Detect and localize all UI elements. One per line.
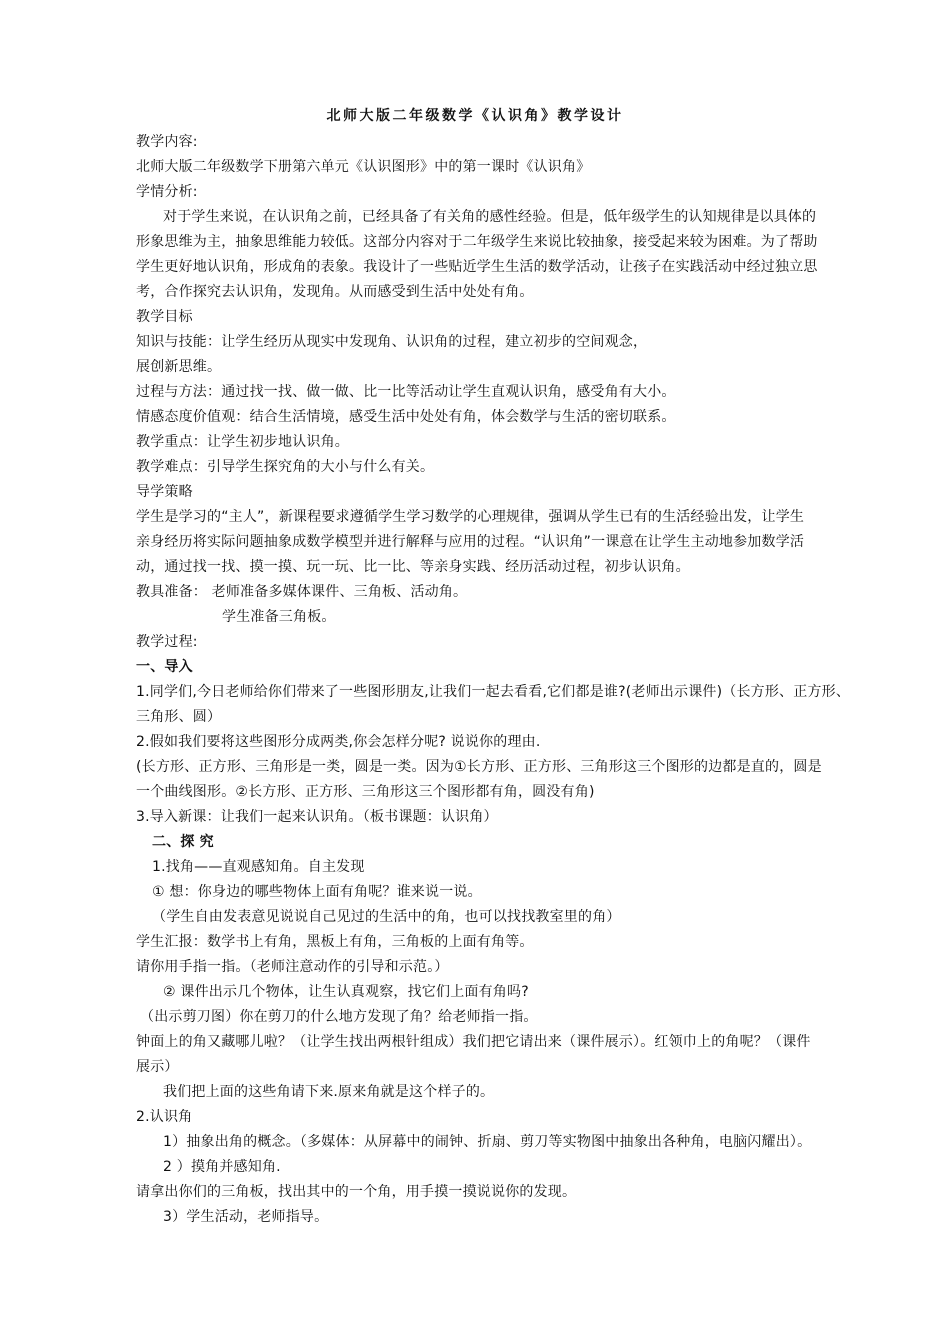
paragraph-line: 钟面上的角又藏哪儿啦？（让学生找出两根针组成）我们把它请出来（课件展示）。红领巾上的角呢？（课件 <box>136 1034 811 1050</box>
section-heading-intro: 一、导入 <box>136 659 193 675</box>
paragraph-line: ① 想：你身边的哪些物体上面有角呢？谁来说一说。 <box>152 884 482 900</box>
section-heading-explore: 二、探 究 <box>152 834 214 850</box>
paragraph-line: 展创新思维。 <box>136 359 222 375</box>
document-title: 北师大版二年级数学《认识角》教学设计 <box>326 108 624 124</box>
paragraph-line: 2.假如我们要将这些图形分成两类,你会怎样分呢? 说说你的理由. <box>136 734 541 750</box>
paragraph-line: 我们把上面的这些角请下来.原来角就是这个样子的。 <box>163 1084 495 1100</box>
paragraph-line: 3）学生活动，老师指导。 <box>163 1209 329 1225</box>
paragraph-line: 1.同学们,今日老师给你们带来了一些图形朋友,让我们一起去看看,它们都是谁?(老师出示课件)（长方形、正方形、 <box>136 684 851 700</box>
paragraph-line: 2.认识角 <box>136 1109 193 1125</box>
paragraph-line: 展示） <box>136 1059 179 1075</box>
paragraph-line: 教学难点：引导学生探究角的大小与什么有关。 <box>136 459 435 475</box>
paragraph-line: 请你用手指一指。（老师注意动作的引导和示范。） <box>136 959 449 975</box>
paragraph-line: 亲身经历将实际问题抽象成数学模型并进行解释与应用的过程。“认识角”一课意在让学生主动地参加数学活 <box>136 534 805 550</box>
paragraph-line: 1.找角——直观感知角。自主发现 <box>152 859 365 875</box>
paragraph-line: 2 ）摸角并感知角. <box>163 1159 281 1175</box>
paragraph-line: 1）抽象出角的概念。（多媒体：从屏幕中的闹钟、折扇、剪刀等实物图中抽象出各种角，电脑闪耀出）。 <box>163 1134 812 1150</box>
paragraph-line: 请拿出你们的三角板，找出其中的一个角，用手摸一摸说说你的发现。 <box>136 1184 577 1200</box>
heading-student-analysis: 学情分析: <box>136 184 198 200</box>
heading-strategy: 导学策略 <box>136 484 193 500</box>
paragraph-line: （出示剪刀图）你在剪刀的什么地方发现了角？给老师指一指。 <box>140 1009 538 1025</box>
paragraph-line: 学生是学习的“主人”，新课程要求遵循学生学习数学的心理规律，强调从学生已有的生活经验出发，让学生 <box>136 509 805 525</box>
paragraph-line: 学生准备三角板。 <box>222 609 336 625</box>
paragraph-line: 过程与方法：通过找一找、做一做、比一比等活动让学生直观认识角，感受角有大小。 <box>136 384 676 400</box>
paragraph-line: 3.导入新课：让我们一起来认识角。（板书课题：认识角） <box>136 809 498 825</box>
paragraph-line: 动，通过找一找、摸一摸、玩一玩、比一比、等亲身实践、经历活动过程，初步认识角。 <box>136 559 690 575</box>
paragraph-line: 对于学生来说，在认识角之前，已经具备了有关角的感性经验。但是，低年级学生的认知规律是以具体的 <box>163 209 817 225</box>
paragraph-line: 北师大版二年级数学下册第六单元《认识图形》中的第一课时《认识角》 <box>136 159 591 175</box>
paragraph-line: 一个曲线图形。②长方形、正方形、三角形这三个图形都有角，圆没有角) <box>136 784 595 800</box>
paragraph-line: 三角形、圆） <box>136 709 222 725</box>
paragraph-line: 形象思维为主，抽象思维能力较低。这部分内容对于二年级学生来说比较抽象，接受起来较为困难。为了帮助 <box>136 234 818 250</box>
paragraph-line: 学生汇报：数学书上有角，黑板上有角，三角板的上面有角等。 <box>136 934 534 950</box>
paragraph-line: （学生自由发表意见说说自己见过的生活中的角，也可以找找教室里的角） <box>152 909 621 925</box>
paragraph-line: 教具准备： 老师准备多媒体课件、三角板、活动角。 <box>136 584 468 600</box>
paragraph-line: 情感态度价值观：结合生活情境，感受生活中处处有角，体会数学与生活的密切联系。 <box>136 409 676 425</box>
paragraph-line: 考，合作探究去认识角，发现角。从而感受到生活中处处有角。 <box>136 284 534 300</box>
heading-teaching-process: 教学过程: <box>136 634 198 650</box>
paragraph-line: 知识与技能：让学生经历从现实中发现角、认识角的过程，建立初步的空间观念， <box>136 334 648 350</box>
paragraph-line: 教学重点：让学生初步地认识角。 <box>136 434 349 450</box>
heading-teaching-content: 教学内容: <box>136 134 198 150</box>
paragraph-line: ② 课件出示几个物体，让生认真观察，找它们上面有角吗? <box>163 984 529 1000</box>
paragraph-line: 学生更好地认识角，形成角的表象。我设计了一些贴近学生生活的数学活动，让孩子在实践活动中经过独立思 <box>136 259 818 275</box>
heading-teaching-goals: 教学目标 <box>136 309 193 325</box>
paragraph-line: (长方形、正方形、三角形是一类，圆是一类。因为①长方形、正方形、三角形这三个图形的边都是直的，圆是 <box>136 759 822 775</box>
